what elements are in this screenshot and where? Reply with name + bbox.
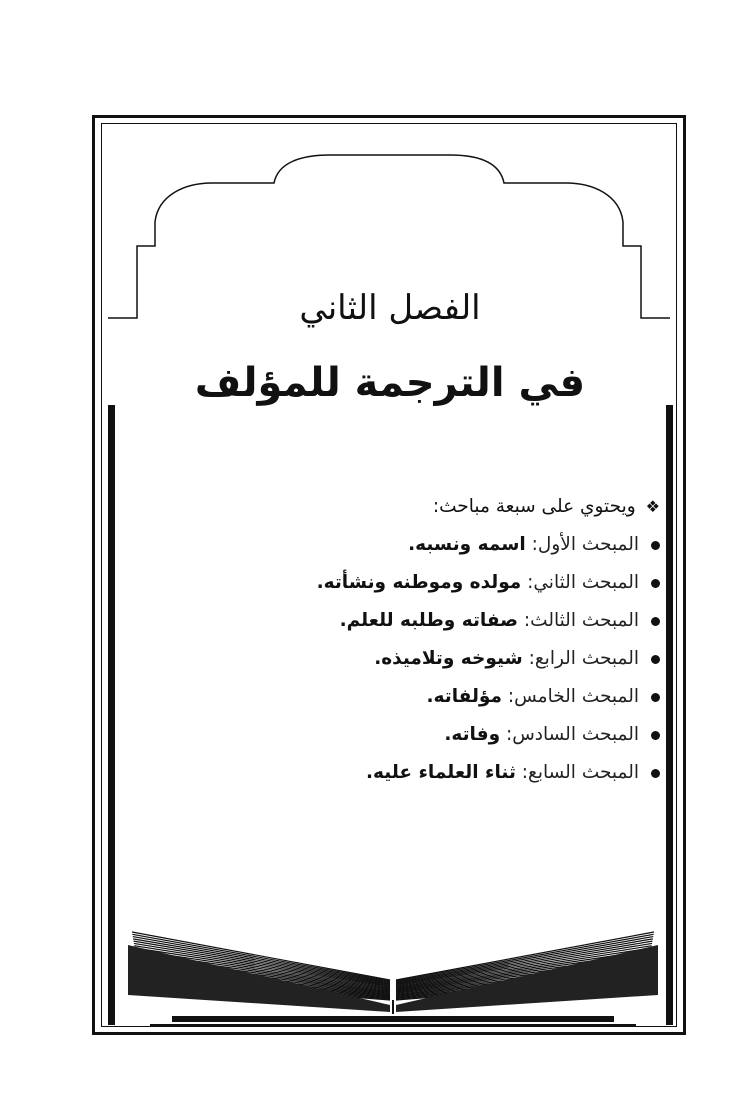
item-label: المبحث الثاني: <box>527 572 639 593</box>
item-value: وفاته. <box>444 724 501 745</box>
item-label: المبحث الرابع: <box>528 648 639 669</box>
item-label: المبحث السادس: <box>505 724 639 745</box>
item-label: المبحث الخامس: <box>507 686 639 707</box>
item-label: المبحث السابع: <box>521 762 639 783</box>
diamond-bullet-icon: ❖ <box>645 497 660 516</box>
item-value: اسمه ونسبه. <box>408 534 526 555</box>
chapter-subtitle: في الترجمة للمؤلف <box>194 360 586 406</box>
item-value: مؤلفاته. <box>426 686 502 707</box>
item-value: صفاته وطلبه للعلم. <box>339 610 519 631</box>
item-value: شيوخه وتلاميذه. <box>374 648 523 669</box>
item-label: المبحث الأول: <box>531 534 639 555</box>
item-value: ثناء العلماء عليه. <box>366 762 516 783</box>
item-value: مولده وموطنه ونشأته. <box>316 572 522 593</box>
item-label: المبحث الثالث: <box>523 610 639 631</box>
contents-intro-text: ويحتوي على سبعة مباحث: <box>432 496 636 517</box>
chapter-title: الفصل الثاني <box>299 288 481 328</box>
